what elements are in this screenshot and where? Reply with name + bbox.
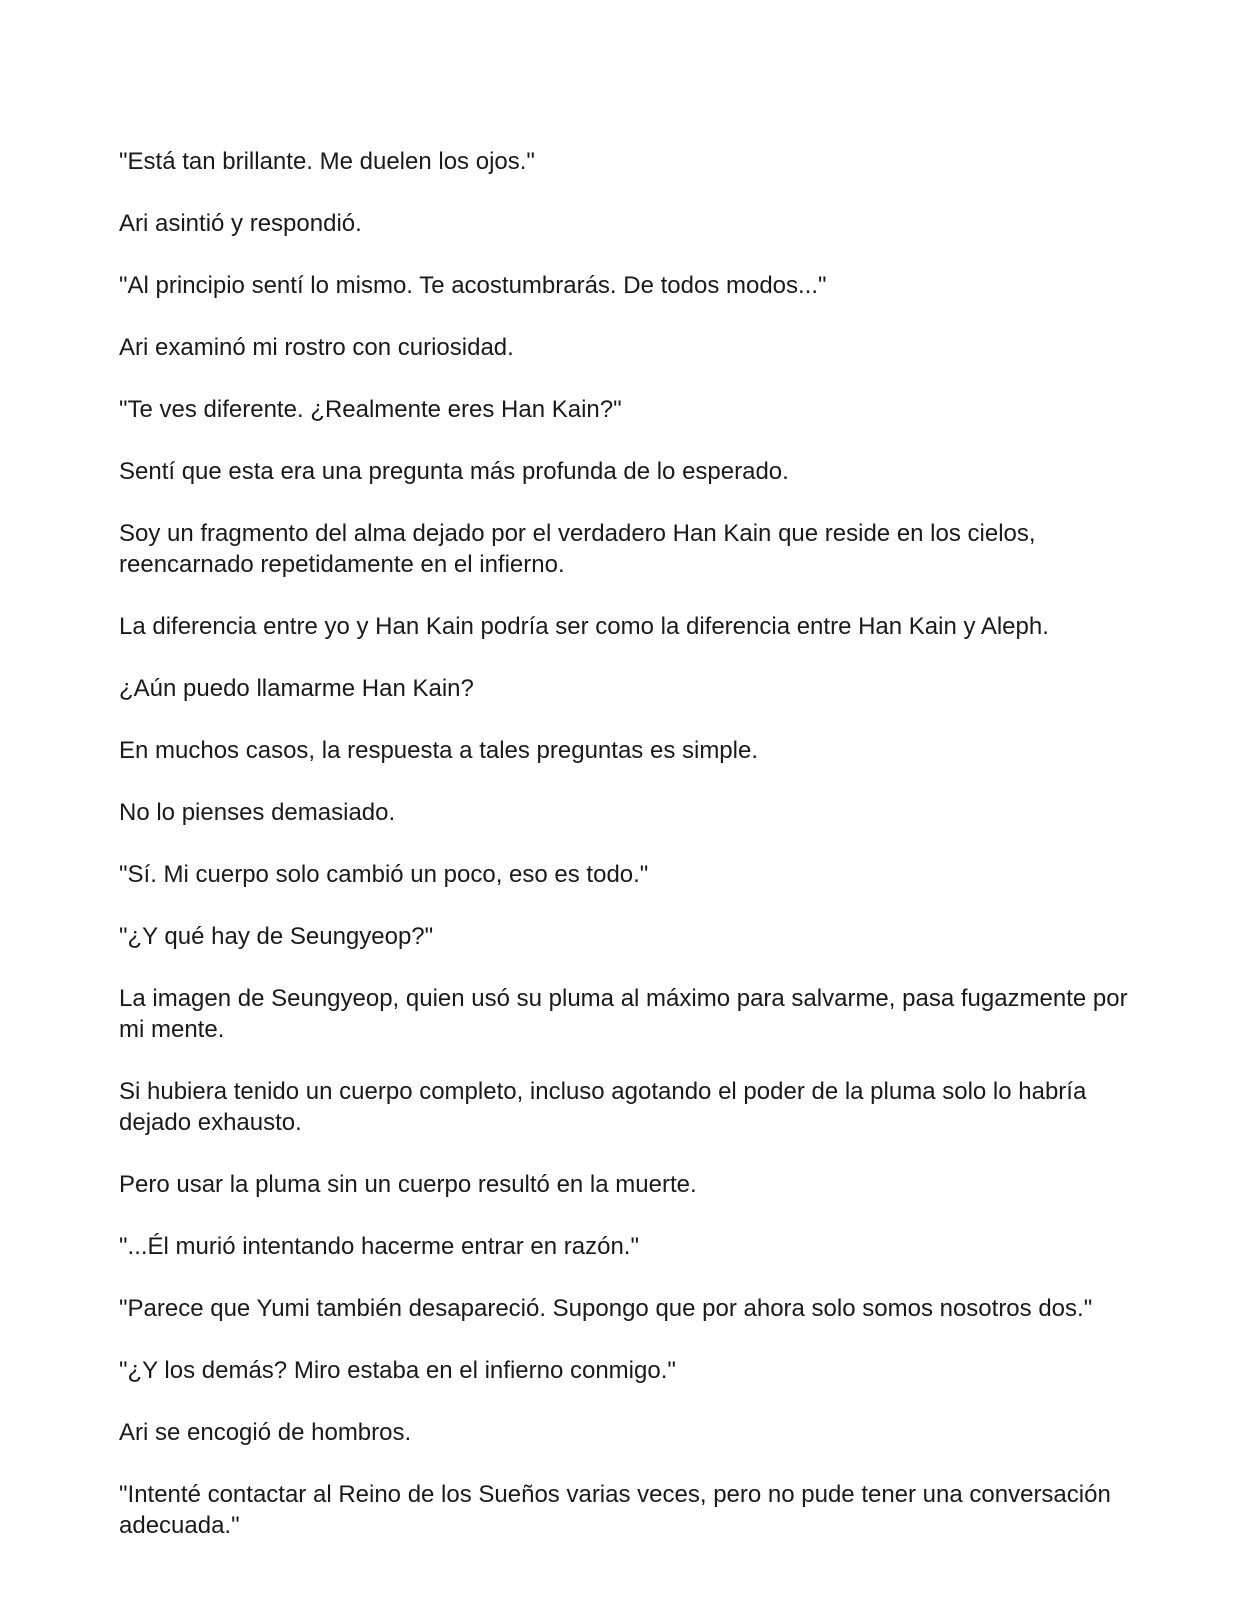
paragraph: "Te ves diferente. ¿Realmente eres Han Kain?" (119, 396, 622, 423)
paragraph: "Está tan brillante. Me duelen los ojos." (119, 148, 535, 175)
paragraph: Sentí que esta era una pregunta más profunda de lo esperado. (119, 458, 789, 485)
paragraph: "Al principio sentí lo mismo. Te acostumbrarás. De todos modos..." (119, 272, 827, 299)
paragraph: No lo pienses demasiado. (119, 799, 396, 826)
paragraph: La imagen de Seungyeop, quien usó su pluma al máximo para salvarme, pasa fugazmente por mi mente. (119, 985, 1128, 1043)
paragraph: Ari asintió y respondió. (119, 210, 362, 237)
paragraph: "...Él murió intentando hacerme entrar en razón." (119, 1233, 639, 1260)
paragraph: "¿Y los demás? Miro estaba en el infierno conmigo." (119, 1357, 676, 1384)
paragraph: Si hubiera tenido un cuerpo completo, incluso agotando el poder de la pluma solo lo habría dejado exhausto. (119, 1078, 1087, 1136)
paragraph: "Parece que Yumi también desapareció. Supongo que por ahora solo somos nosotros dos." (119, 1295, 1093, 1322)
paragraph: Ari examinó mi rostro con curiosidad. (119, 334, 514, 361)
paragraph: "Intenté contactar al Reino de los Sueños varias veces, pero no pude tener una conversación adecuada." (119, 1481, 1111, 1539)
paragraph: ¿Aún puedo llamarme Han Kain? (119, 675, 474, 702)
paragraph: En muchos casos, la respuesta a tales preguntas es simple. (119, 737, 758, 764)
paragraph: La diferencia entre yo y Han Kain podría ser como la diferencia entre Han Kain y Aleph. (119, 613, 1049, 640)
text-body (119, 146, 1129, 1572)
paragraph: Pero usar la pluma sin un cuerpo resultó en la muerte. (119, 1171, 697, 1198)
paragraph: Ari se encogió de hombros. (119, 1419, 412, 1446)
paragraph: Soy un fragmento del alma dejado por el verdadero Han Kain que reside en los cielos, reencarnado repetidamente en el infierno. (119, 520, 1036, 578)
paragraph: "¿Y qué hay de Seungyeop?" (119, 923, 434, 950)
paragraph: "Sí. Mi cuerpo solo cambió un poco, eso es todo." (119, 861, 649, 888)
